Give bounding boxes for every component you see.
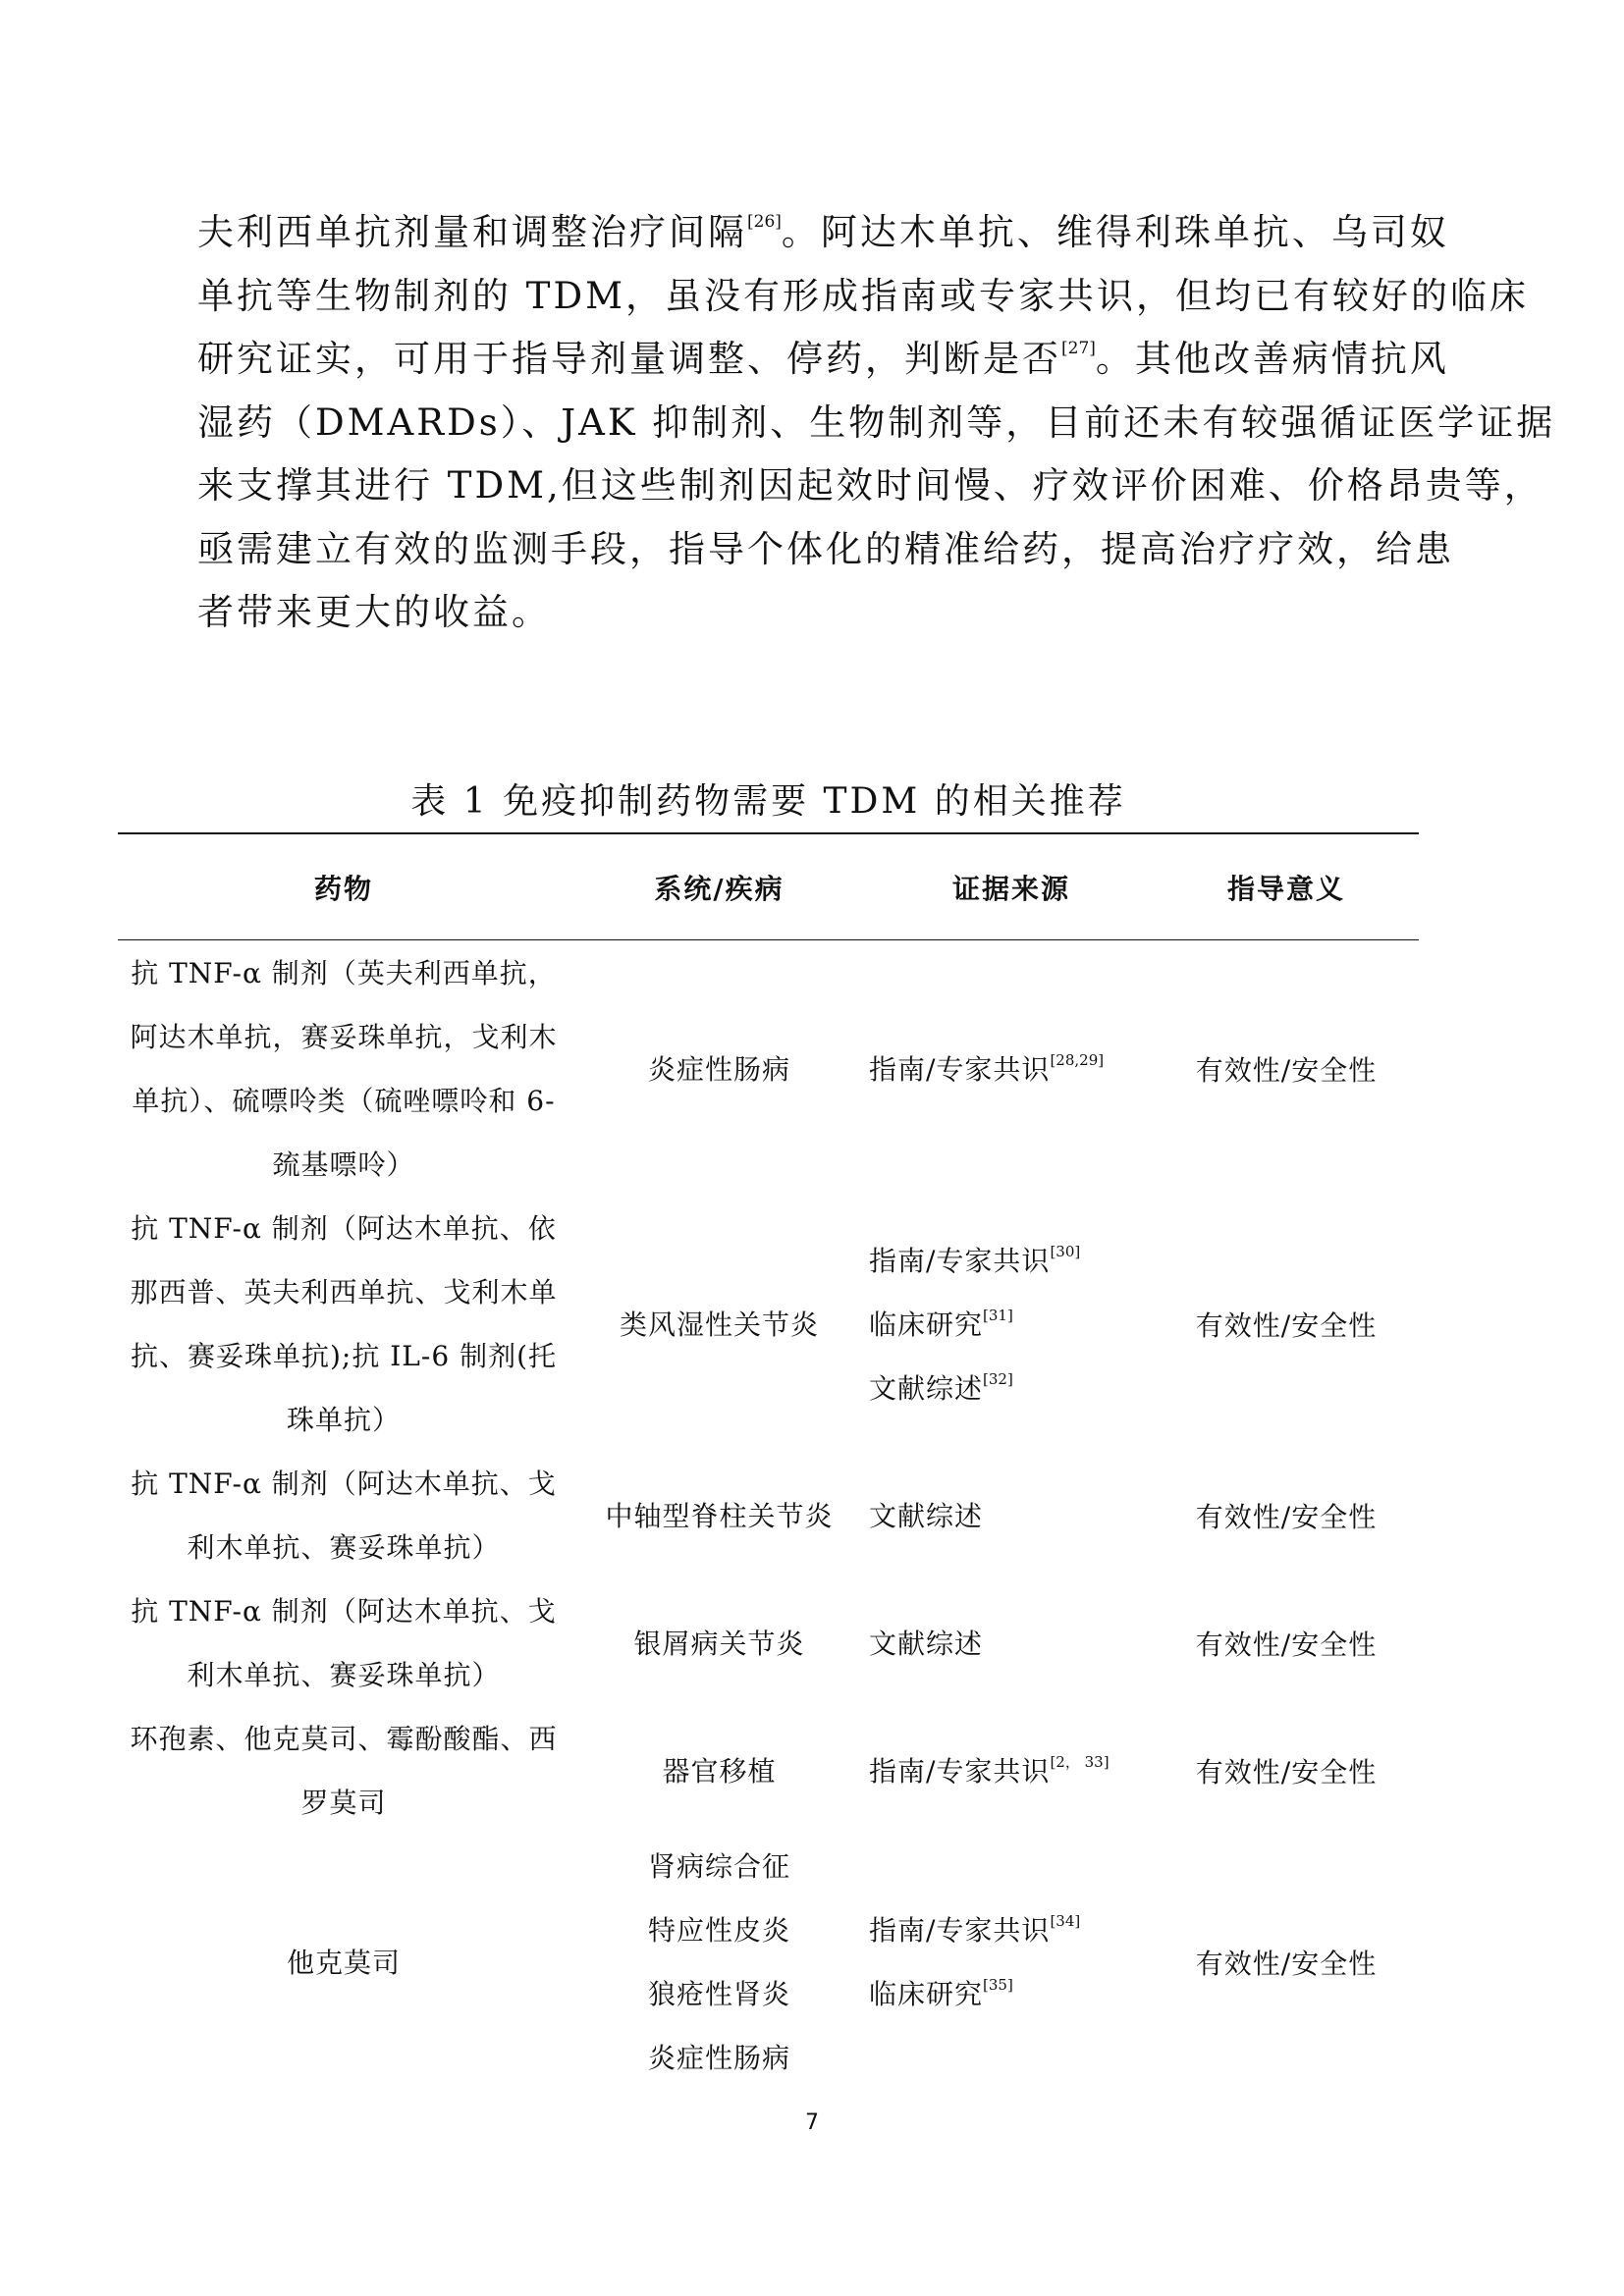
table-header-row bbox=[118, 833, 1419, 941]
system-item: 器官移植 bbox=[662, 1754, 777, 1788]
drug-line: 利木单抗、赛妥珠单抗） bbox=[187, 1531, 501, 1564]
system-item: 特应性皮炎 bbox=[647, 1914, 790, 1947]
evidence-text: 文献综述 bbox=[869, 1371, 984, 1405]
citation-ref: [34] bbox=[1050, 1912, 1081, 1930]
drug-line: 巯基嘌呤） bbox=[272, 1148, 415, 1181]
header-guidance: 指导意义 bbox=[1226, 873, 1345, 905]
drug-line: 罗莫司 bbox=[300, 1787, 387, 1819]
system-cell bbox=[569, 1707, 869, 1835]
drug-cell bbox=[118, 1707, 569, 1835]
paragraph-text: 。阿达木单抗、维得利珠单抗、乌司奴 bbox=[781, 211, 1449, 253]
evidence-cell bbox=[869, 1197, 1154, 1452]
citation-ref: [26] bbox=[747, 212, 782, 232]
evidence-item bbox=[869, 1229, 1154, 1293]
system-item: 银屑病关节炎 bbox=[633, 1627, 805, 1660]
paragraph-text: 单抗等生物制剂的 TDM，虽没有形成指南或专家共识，但均已有较好的临床 bbox=[197, 274, 1529, 317]
guidance-cell: 有效性/安全性 bbox=[1195, 1629, 1378, 1661]
paragraph-text: 。其他改善病情抗风 bbox=[1095, 338, 1449, 380]
drug-cell bbox=[118, 1835, 569, 2090]
evidence-cell bbox=[869, 1707, 1154, 1835]
header-system: 系统/疾病 bbox=[654, 873, 785, 905]
table-row bbox=[118, 1579, 1419, 1707]
body-paragraph bbox=[197, 201, 1556, 645]
page-number: 7 bbox=[805, 2110, 819, 2135]
evidence-text: 临床研究 bbox=[869, 1978, 984, 2010]
guidance-cell: 有效性/安全性 bbox=[1195, 1948, 1378, 1980]
citation-ref: [32] bbox=[983, 1369, 1013, 1388]
guidance-cell: 有效性/安全性 bbox=[1195, 1054, 1378, 1087]
evidence-text: 文献综述 bbox=[869, 1627, 984, 1660]
drug-cell bbox=[118, 1579, 569, 1707]
evidence-text: 指南/专家共识 bbox=[869, 1754, 1051, 1788]
citation-ref: [30] bbox=[1050, 1242, 1081, 1260]
evidence-item bbox=[869, 1484, 1154, 1548]
drug-line: 阿达木单抗，赛妥珠单抗，戈利木 bbox=[130, 1021, 558, 1053]
table-row bbox=[118, 1197, 1419, 1452]
citation-ref: [35] bbox=[983, 1976, 1013, 1994]
header-evidence: 证据来源 bbox=[951, 873, 1070, 905]
system-item: 狼疮性肾炎 bbox=[647, 1978, 790, 2010]
evidence-text: 文献综述 bbox=[869, 1499, 984, 1532]
table-row bbox=[118, 1707, 1419, 1835]
evidence-item bbox=[869, 1612, 1154, 1676]
system-item: 中轴型脊柱关节炎 bbox=[605, 1499, 834, 1532]
evidence-cell bbox=[869, 1835, 1154, 2090]
evidence-text: 指南/专家共识 bbox=[869, 1052, 1051, 1086]
system-cell bbox=[569, 1452, 869, 1579]
citation-ref: [2， 33] bbox=[1050, 1752, 1110, 1771]
drug-line: 环孢素、他克莫司、霉酚酸酯、西 bbox=[130, 1723, 558, 1755]
paragraph-line bbox=[197, 392, 1556, 455]
system-cell bbox=[569, 941, 869, 1197]
system-item: 类风湿性关节炎 bbox=[619, 1308, 819, 1341]
drug-line: 那西普、英夫利西单抗、戈利木单 bbox=[130, 1276, 558, 1308]
evidence-cell bbox=[869, 1579, 1154, 1707]
table-row bbox=[118, 941, 1419, 1197]
drug-line: 抗、赛妥珠单抗);抗 IL-6 制剂(托 bbox=[130, 1340, 557, 1372]
paragraph-text: 夫利西单抗剂量和调整治疗间隔 bbox=[197, 211, 747, 253]
evidence-text: 指南/专家共识 bbox=[869, 1914, 1051, 1947]
drug-cell bbox=[118, 941, 569, 1197]
drug-cell bbox=[118, 1452, 569, 1579]
evidence-item bbox=[869, 1962, 1154, 2026]
evidence-item bbox=[869, 1739, 1154, 1803]
evidence-cell bbox=[869, 941, 1154, 1197]
drug-cell bbox=[118, 1197, 569, 1452]
drug-line: 利木单抗、赛妥珠单抗） bbox=[187, 1659, 501, 1691]
evidence-item bbox=[869, 1357, 1154, 1420]
system-cell bbox=[569, 1835, 869, 2090]
system-cell bbox=[569, 1579, 869, 1707]
evidence-item bbox=[869, 1293, 1154, 1357]
drug-line: 他克莫司 bbox=[286, 1946, 401, 1979]
evidence-item bbox=[869, 1038, 1154, 1101]
paragraph-text: 来支撑其进行 TDM,但这些制剂因起效时间慢、疗效评价困难、价格昂贵等， bbox=[197, 464, 1543, 507]
paragraph-line bbox=[197, 518, 1454, 582]
drug-line: 单抗）、硫嘌呤类（硫唑嘌呤和 6- bbox=[132, 1085, 556, 1117]
drug-line: 珠单抗） bbox=[286, 1404, 401, 1436]
drug-line: 抗 TNF-α 制剂（阿达木单抗、依 bbox=[131, 1212, 557, 1245]
table-row bbox=[118, 1452, 1419, 1579]
system-item: 炎症性肠病 bbox=[647, 1052, 790, 1086]
evidence-cell bbox=[869, 1452, 1154, 1579]
citation-ref: [28,29] bbox=[1050, 1050, 1105, 1069]
paragraph-line bbox=[197, 201, 1449, 265]
tdm-recommendation-table bbox=[118, 833, 1419, 2090]
paragraph-text: 亟需建立有效的监测手段，指导个体化的精准给药，提高治疗疗效，给患 bbox=[197, 527, 1454, 570]
evidence-text: 指南/专家共识 bbox=[869, 1244, 1051, 1277]
drug-line: 抗 TNF-α 制剂（阿达木单抗、戈 bbox=[131, 1468, 557, 1500]
citation-ref: [31] bbox=[983, 1306, 1013, 1324]
paragraph-line bbox=[197, 454, 1543, 518]
paragraph-text: 湿药（DMARDs）、JAK 抑制剂、生物制剂等，目前还未有较强循证医学证据 bbox=[197, 400, 1556, 444]
guidance-cell: 有效性/安全性 bbox=[1195, 1501, 1378, 1533]
paragraph-line bbox=[197, 265, 1529, 329]
paragraph-text: 者带来更大的收益。 bbox=[197, 591, 551, 633]
guidance-cell: 有效性/安全性 bbox=[1195, 1309, 1378, 1342]
evidence-item bbox=[869, 1898, 1154, 1962]
table-row bbox=[118, 1835, 1419, 2090]
guidance-cell: 有效性/安全性 bbox=[1195, 1756, 1378, 1789]
table-caption: 表 1 免疫抑制药物需要 TDM 的相关推荐 bbox=[410, 781, 1126, 822]
system-item: 炎症性肠病 bbox=[647, 2042, 790, 2074]
system-item: 肾病综合征 bbox=[647, 1850, 790, 1883]
header-drug: 药物 bbox=[313, 873, 373, 905]
drug-line: 抗 TNF-α 制剂（英夫利西单抗， bbox=[131, 957, 557, 989]
citation-ref: [27] bbox=[1061, 339, 1096, 358]
system-cell bbox=[569, 1197, 869, 1452]
paragraph-line bbox=[197, 581, 1431, 645]
drug-line: 抗 TNF-α 制剂（阿达木单抗、戈 bbox=[131, 1595, 557, 1628]
evidence-text: 临床研究 bbox=[869, 1308, 984, 1341]
paragraph-text: 研究证实，可用于指导剂量调整、停药，判断是否 bbox=[197, 338, 1061, 380]
paragraph-line bbox=[197, 328, 1449, 392]
